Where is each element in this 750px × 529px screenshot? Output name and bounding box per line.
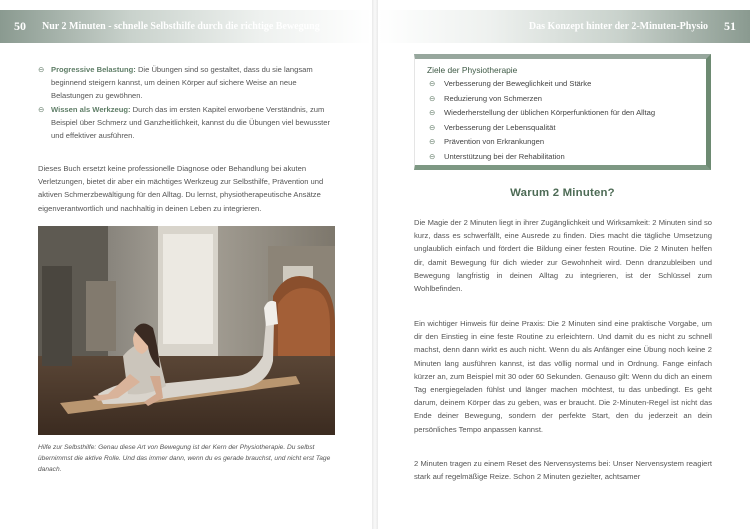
list-item: ⊖ Wiederherstellung der üblichen Körperfunktionen für den Alltag <box>429 106 706 121</box>
left-body-paragraph: Dieses Buch ersetzt keine professionelle Diagnose oder Behandlung bei akuten Verletzungen, bietet dir aber ein mächtiges Werkzeug zur Selbsthilfe, Prävention und aktiven Schmerzbewältigung für den Alltag. Du lernst, physiotherapeutische Ansätze eigenverantwortlich und nachhaltig in deinen Leben zu integrieren. <box>38 164 324 213</box>
list-item: ⊖ Unterstützung bei der Rehabilitation <box>429 150 706 165</box>
circle-bullet-icon: ⊖ <box>429 151 436 161</box>
bullet-heading: Wissen als Werkzeug: <box>51 104 131 114</box>
left-running-header <box>0 10 372 43</box>
goals-box <box>414 54 711 170</box>
bullet-text: Durch das im ersten Kapitel erworbene Verständnis, zum Beispiel über Schmerz und Ganzheitlichkeit, kannst du die Übungen viel bewusster und effektiver ausführen. <box>51 104 331 141</box>
goals-list <box>429 77 706 165</box>
left-header-title: Nur 2 Minuten - schnelle Selbsthilfe durch die richtige Bewegung <box>42 21 320 32</box>
circle-bullet-icon: ⊖ <box>429 137 436 147</box>
bullet-heading: Progressive Belastung: <box>51 65 136 74</box>
list-item: ⊖ Verbesserung der Lebensqualität <box>429 121 706 136</box>
circle-bullet-icon: ⊖ <box>38 104 45 114</box>
photo-caption: Hilfe zur Selbsthilfe: Genau diese Art von Bewegung ist der Kern der Physiotherapie. Du selbst übernimmst die aktive Rolle. Und das immer dann, wenn du es gerade brauchst, und nicht erst Tage danach. <box>38 444 331 473</box>
left-page-number: 50 <box>14 19 26 33</box>
list-item <box>38 63 338 103</box>
right-page-number: 51 <box>724 19 736 33</box>
yoga-photo-illustration <box>38 226 335 435</box>
list-item: ⊖ Verbesserung der Beweglichkeit und Stärke <box>429 77 706 92</box>
list-item: ⊖ Reduzierung von Schmerzen <box>429 92 706 107</box>
left-bullet-list <box>38 63 338 142</box>
right-body-paragraph: 2 Minuten tragen zu einem Reset des Nervensystems bei: Unser Nervensystem reagiert stark auf regelmäßige Reize. Schon 2 Minuten gezielter, achtsamer <box>414 459 712 482</box>
circle-bullet-icon: ⊖ <box>429 93 436 103</box>
circle-bullet-icon: ⊖ <box>429 108 436 118</box>
right-body-paragraph: Ein wichtiger Hinweis für deine Praxis: Die 2 Minuten sind eine praktische Vorgabe, um dir den Einstieg in eine feste Routine zu erleichtern. Und damit du es nicht zu schnell machst, denn dann wirkt es auch nicht. Wenn du als Anfänger eine Übung noch keine 2 Minuten lang ausführen kannst, ist das völlig normal und in Ordnung. Fange einfach kürzer an, zum Beispiel mit 30 oder 60 Sekunden. Genauso gilt: Wenn du dich an einem Tag energiegeladen fühlst und länger machen möchtest, tu das unbedingt. Es geht darum, deinem Körper das zu geben, was er braucht. Die 2-Minuten-Regel ist nicht das Ende deiner Bewegung, sondern der perfekte Start, den du jederzeit an dein persönliches Tempo anpassen kannst. <box>414 319 712 434</box>
bullet-text: Die Übungen sind so gestaltet, dass du sie langsam beginnend steigern kannst, um deinen Körper auf sichere Weise an neue Belastungen zu gewöhnen. <box>51 65 313 101</box>
list-item: ⊖ Prävention von Erkrankungen <box>429 135 706 150</box>
circle-bullet-icon: ⊖ <box>429 122 436 132</box>
circle-bullet-icon: ⊖ <box>38 65 45 74</box>
section-title: Warum 2 Minuten? <box>510 187 615 199</box>
goals-box-title: Ziele der Physiotherapie <box>427 65 518 75</box>
yoga-photo <box>38 226 335 435</box>
right-header-title: Das Konzept hinter der 2-Minuten-Physio <box>528 21 708 32</box>
right-running-header <box>378 10 750 43</box>
list-item <box>38 103 338 143</box>
circle-bullet-icon: ⊖ <box>429 79 436 88</box>
right-body-paragraph: Die Magie der 2 Minuten liegt in ihrer Zugänglichkeit und Wirksamkeit: 2 Minuten sind so kurz, dass es schwerfällt, eine Ausrede zu finden. Dies macht die tägliche Umsetzung unglaublich einfach und fördert die Bildung einer festen Routine. Die 2 Minuten helfen dir, damit Bewegung für dich wieder zur Gewohnheit wird. Denn dranzubleiben und Bewegung langfristig in deinen Alltag zu integrieren, ist der Schlüssel zum Wohlbefinden. <box>414 218 712 294</box>
